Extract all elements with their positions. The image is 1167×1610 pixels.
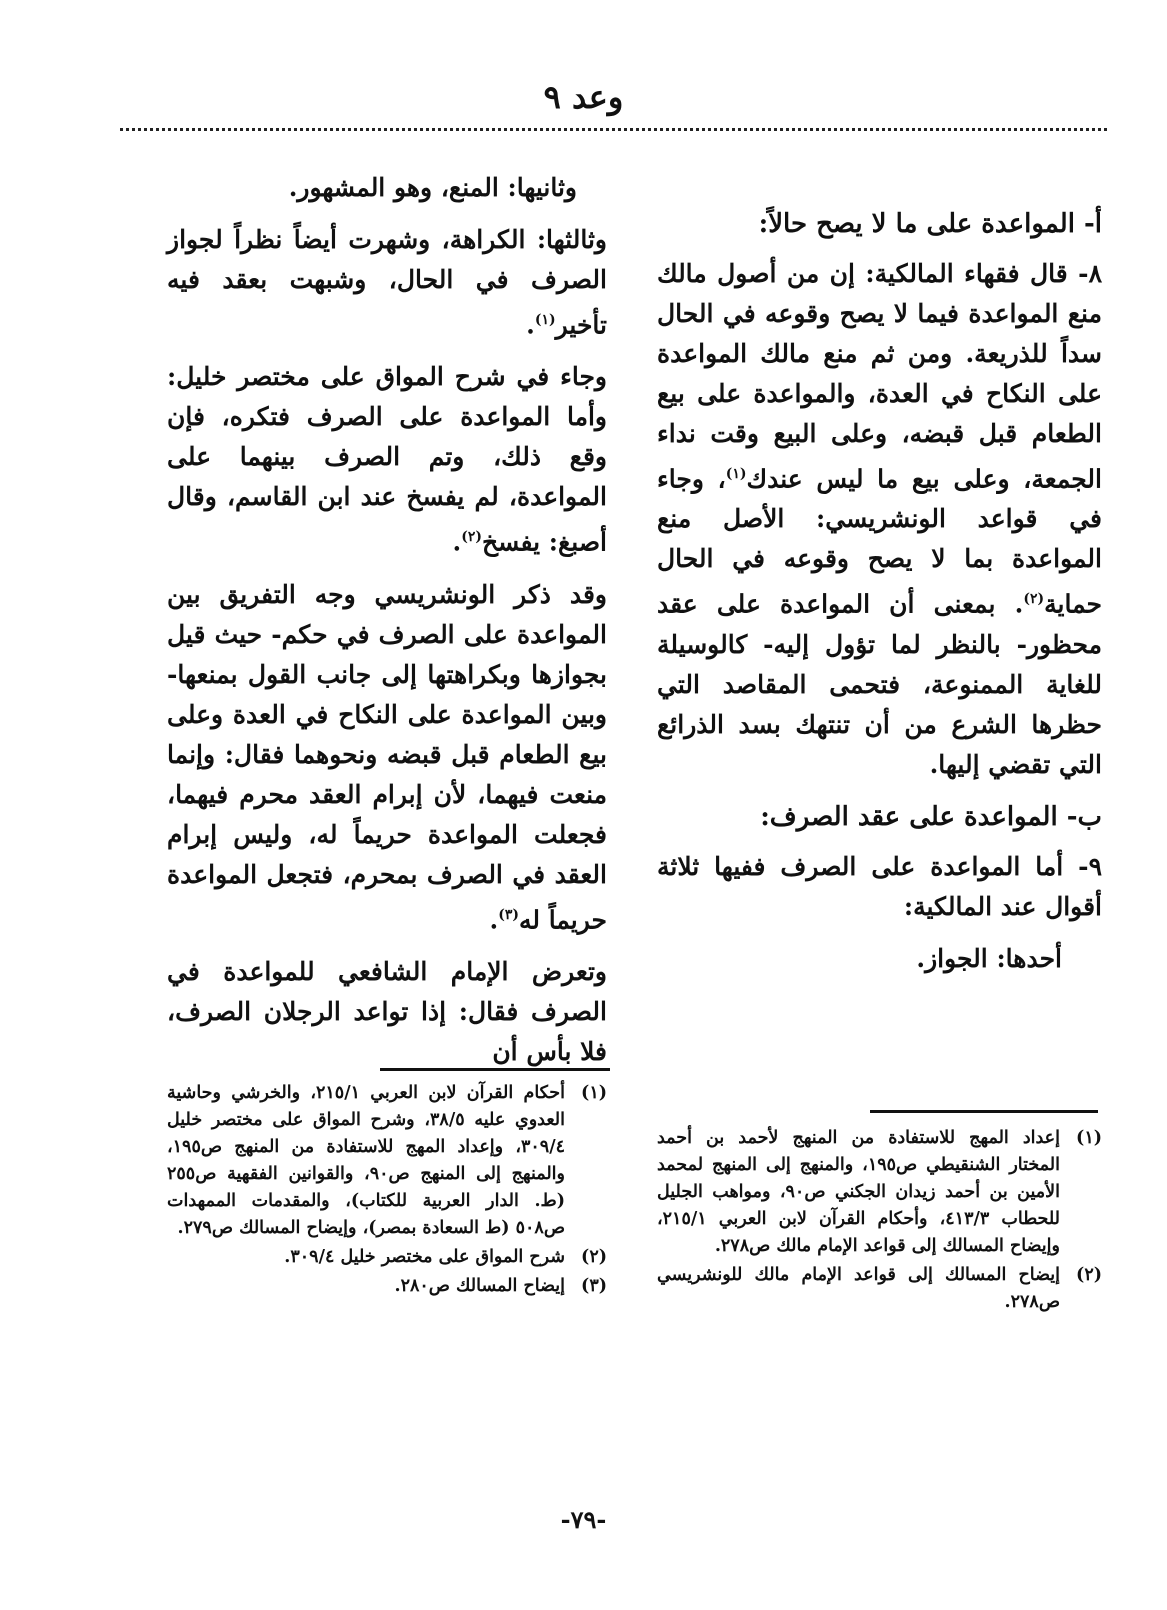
footnote-number: (٢) <box>1076 1265 1102 1285</box>
paragraph-8 <box>657 254 1102 785</box>
paragraph-9: ٩- أما المواعدة على الصرف ففيها ثلاثة أقوال عند المالكية: <box>657 851 1102 921</box>
footnotes-right <box>657 1125 1102 1318</box>
footnotes-left <box>167 1080 607 1302</box>
footnote-ref: (١) <box>534 312 556 328</box>
wansharisi-text: وقد ذكر الونشريسي وجه التفريق بين المواعدة على الصرف في حكم- حيث قيل بجوازها وبكراهتها إلى جانب القول بمنعها- وبين المواعدة على النكاح في العدة وعلى بيع الطعام قبل قبضه ونحوهما فقال: وإنما منعت فيهما، لأن إبرام العقد محرم فيهما، فجعلت المواعدة حريماً له، وليس إبرام العقد في الصرف بمحرم، فتجعل المواعدة حريماً له <box>167 579 607 934</box>
footnote-ref: (٣) <box>498 906 519 923</box>
first-opinion: أحدها: الجواز. <box>916 943 1062 973</box>
page-header-title: وعد ٩ <box>543 78 624 116</box>
mawwaq-paragraph: وجاء في شرح المواق على مختصر خليل: وأما المواعدة على الصرف فتكره، فإن وقع ذلك، وتم الصرف بينهما على المواعدة، لم يفسخ عند ابن القاسم، وقال أصبغ: يفسخ$^{(٢)}$. <box>167 362 607 557</box>
footnote-text: أحكام القرآن لابن العربي ٢١٥/١، والخرشي وحاشية العدوي عليه ٣٨/٥، وشرح المواق على مختصر خليل ٣٠٩/٤، وإعداد المهج للاستفادة من المنهج ص١٩٥، والمنهج إلى المنهج ص٩٠، والقوانين الفقهية ص٢٥٥ (ط. الدار العربية للكتاب)، والمقدمات الممهدات ص٥٠٨ (ط السعادة بمصر)، وإيضاح المسالك ص٢٧٩. <box>167 1083 566 1238</box>
footnote-number: (١) <box>1076 1128 1102 1148</box>
footnote-number: (١) <box>581 1083 607 1103</box>
third-opinion-text: وثالثها: الكراهة، وشهرت أيضاً نظراً لجواز الصرف في الحال، وشبهت بعقد فيه تأخير <box>167 225 607 340</box>
section-heading-b: ب- المواعدة على عقد الصرف: <box>760 801 1102 832</box>
footnote-text: إيضاح المسالك إلى قواعد الإمام مالك للونشريسي ص٢٧٨. <box>657 1265 1060 1312</box>
shafii-paragraph: وتعرض الإمام الشافعي للمواعدة في الصرف فقال: إذا تواعد الرجلان الصرف، فلا بأس أن <box>167 956 607 1066</box>
footnote-item <box>167 1080 607 1242</box>
mawwaq-text: وجاء في شرح المواق على مختصر خليل: وأما المواعدة على الصرف فتكره، فإن وقع ذلك، وتم الصرف بينهما على المواعدة، لم يفسخ عند ابن القاسم، وقال أصبغ: يفسخ <box>167 362 607 557</box>
footnote-ref: (٢) <box>461 529 482 546</box>
footnote-number: (٣) <box>581 1276 607 1296</box>
page-number: -٧٩- <box>560 1505 607 1534</box>
footnote-number: (٢) <box>581 1247 607 1267</box>
footnote-text: إعداد المهج للاستفادة من المنهج لأحمد بن أحمد المختار الشنقيطي ص١٩٥، والمنهج إلى المنهج لمحمد الأمين بن أحمد زيدان الجكني ص٩٠، ومواهب الجليل للحطاب ٤١٣/٣، وأحكام القرآن لابن العربي ٢١٥/١، وإيضاح المسالك إلى قواعد الإمام مالك ص٢٧٨. <box>657 1128 1060 1256</box>
footnote-item <box>657 1125 1102 1260</box>
paragraph-8-part3: . بمعنى أن المواعدة على عقد محظور- بالنظر لما تؤول إليه- كالوسيلة للغاية الممنوعة، فتحمى المقاصد التي حظرها الشرع من أن تنتهك بسد الذرائع التي تقضي إليها. <box>657 589 1102 779</box>
footnote-text: شرح المواق على مختصر خليل ٣٠٩/٤. <box>284 1247 565 1267</box>
header-dotted-divider <box>120 128 1107 131</box>
footnote-item <box>657 1262 1102 1316</box>
right-column <box>657 204 1102 991</box>
left-column <box>167 168 607 1084</box>
paragraph-8-part1: ٨- قال فقهاء المالكية: إن من أصول مالك منع المواعدة فيما لا يصح وقوعه في الحال سداً للذريعة. ومن ثم منع مالك المواعدة على النكاح في العدة، والمواعدة على بيع الطعام قبل قبضه، وعلى البيع وقت نداء الجمعة، وعلى بيع ما ليس عندك <box>657 259 1102 494</box>
footnote-item <box>167 1273 607 1300</box>
wansharisi-paragraph: وقد ذكر الونشريسي وجه التفريق بين المواعدة على الصرف في حكم- حيث قيل بجوازها وبكراهتها إلى جانب القول بمنعها- وبين المواعدة على النكاح في العدة وعلى بيع الطعام قبل قبضه ونحوهما فقال: وإنما منعت فيهما، لأن إبرام العقد محرم فيهما، فجعلت المواعدة حريماً له، وليس إبرام العقد في الصرف بمحرم، فتجعل المواعدة حريماً له$^{(٣)}$. <box>167 579 607 934</box>
paragraph-8-part2: ، وجاء في قواعد الونشريسي: الأصل منع المواعدة بما لا يصح وقوعه في الحال حماية <box>657 464 1102 619</box>
second-opinion: وثانيها: المنع، وهو المشهور. <box>288 173 577 202</box>
footnote-ref: (١) <box>725 466 747 482</box>
section-heading-a: أ- المواعدة على ما لا يصح حالاً: <box>758 209 1102 239</box>
third-opinion: وثالثها: الكراهة، وشهرت أيضاً نظراً لجواز الصرف في الحال، وشبهت بعقد فيه تأخير$^{(١)}$. <box>167 225 607 340</box>
footnote-rule-right <box>870 1110 1098 1113</box>
footnote-item <box>167 1244 607 1271</box>
footnote-rule-left <box>380 1068 610 1071</box>
footnote-ref: (٢) <box>1023 591 1045 608</box>
footnote-text: إيضاح المسالك ص٢٨٠. <box>394 1276 565 1296</box>
